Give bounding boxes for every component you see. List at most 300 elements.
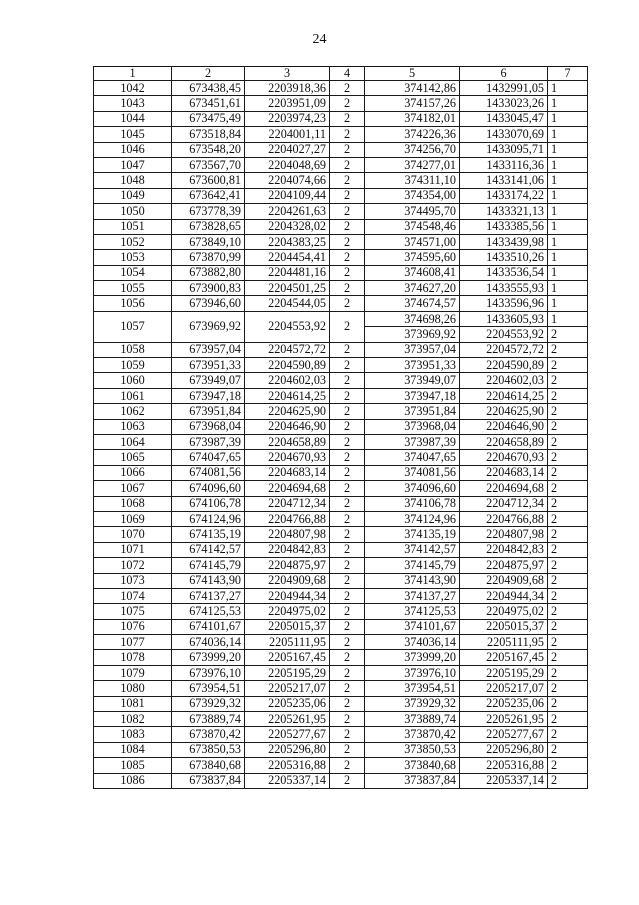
table-cell: 1079 <box>94 665 172 680</box>
table-cell: 673475,49 <box>172 111 245 126</box>
table-cell: 674137,27 <box>172 588 245 603</box>
table-cell: 2 <box>548 742 588 757</box>
table-cell: 1433174,22 <box>460 188 548 203</box>
table-cell: 1053 <box>94 250 172 265</box>
table-cell: 2 <box>548 434 588 449</box>
table-cell: 673518,84 <box>172 127 245 142</box>
table-cell: 1083 <box>94 727 172 742</box>
table-cell: 2205296,80 <box>460 742 548 757</box>
table-cell: 1433596,96 <box>460 296 548 311</box>
table-cell: 2 <box>330 204 365 219</box>
table-cell: 1074 <box>94 588 172 603</box>
table-cell: 373968,04 <box>365 419 460 434</box>
table-cell: 374124,96 <box>365 511 460 526</box>
table-cell: 1433605,93 <box>460 311 548 326</box>
table-cell: 674106,78 <box>172 496 245 511</box>
table-cell: 2204544,05 <box>245 296 330 311</box>
table-cell: 673882,80 <box>172 265 245 280</box>
column-header: 5 <box>365 67 460 81</box>
table-cell: 2205316,88 <box>245 758 330 773</box>
table-cell: 2205235,06 <box>245 696 330 711</box>
table-cell: 2 <box>548 635 588 650</box>
table-cell: 2 <box>548 465 588 480</box>
table-cell: 2 <box>330 573 365 588</box>
table-cell: 373870,42 <box>365 727 460 742</box>
table-cell: 374311,10 <box>365 173 460 188</box>
table-cell: 674036,14 <box>172 635 245 650</box>
table-row <box>94 635 588 650</box>
table-cell: 2 <box>548 712 588 727</box>
table-cell: 1047 <box>94 157 172 172</box>
table-cell: 2204807,98 <box>245 527 330 542</box>
table-row <box>94 388 588 403</box>
table-cell: 673946,60 <box>172 296 245 311</box>
table-cell: 1042 <box>94 81 172 96</box>
table-cell: 1075 <box>94 604 172 619</box>
table-cell: 373929,32 <box>365 696 460 711</box>
table-cell: 673778,39 <box>172 204 245 219</box>
table-row <box>94 742 588 757</box>
table-cell: 1077 <box>94 635 172 650</box>
table-cell: 2 <box>330 142 365 157</box>
table-row <box>94 665 588 680</box>
table-cell: 2 <box>330 511 365 526</box>
table-cell: 374143,90 <box>365 573 460 588</box>
table-cell: 673567,70 <box>172 157 245 172</box>
table-cell: 1063 <box>94 419 172 434</box>
table-cell: 673951,84 <box>172 404 245 419</box>
table-row <box>94 127 588 142</box>
table-cell: 2 <box>330 696 365 711</box>
table-row <box>94 696 588 711</box>
table-cell: 673837,84 <box>172 773 245 788</box>
table-cell: 374142,57 <box>365 542 460 557</box>
table-cell: 373951,84 <box>365 404 460 419</box>
table-cell: 2205235,06 <box>460 696 548 711</box>
table-cell: 2204646,90 <box>460 419 548 434</box>
table-cell: 1433141,06 <box>460 173 548 188</box>
table-cell: 1060 <box>94 373 172 388</box>
table-cell: 1054 <box>94 265 172 280</box>
table-cell: 373969,92 <box>365 327 460 342</box>
table-cell: 673438,45 <box>172 81 245 96</box>
table-cell: 2 <box>330 281 365 296</box>
table-row <box>94 758 588 773</box>
table-cell: 374698,26 <box>365 311 460 326</box>
table-cell: 2 <box>330 773 365 788</box>
table-row <box>94 511 588 526</box>
table-cell: 2205015,37 <box>245 619 330 634</box>
table-cell: 2204590,89 <box>460 358 548 373</box>
table-cell: 673642,41 <box>172 188 245 203</box>
table-cell: 2 <box>548 373 588 388</box>
table-cell: 2204909,68 <box>245 573 330 588</box>
table-cell: 1433070,69 <box>460 127 548 142</box>
table-cell: 1 <box>548 157 588 172</box>
table-cell: 2 <box>548 404 588 419</box>
table-row <box>94 219 588 234</box>
table-row <box>94 142 588 157</box>
table-cell: 373947,18 <box>365 388 460 403</box>
table-cell: 1 <box>548 265 588 280</box>
table-cell: 373840,68 <box>365 758 460 773</box>
table-cell: 2 <box>330 127 365 142</box>
table-cell: 1080 <box>94 681 172 696</box>
table-cell: 2 <box>330 727 365 742</box>
table-cell: 2 <box>330 157 365 172</box>
table-cell: 2 <box>330 311 365 342</box>
table-cell: 374081,56 <box>365 465 460 480</box>
table-cell: 2204658,89 <box>245 434 330 449</box>
table-cell: 674143,90 <box>172 573 245 588</box>
table-cell: 1061 <box>94 388 172 403</box>
table-cell: 373987,39 <box>365 434 460 449</box>
table-cell: 373957,04 <box>365 342 460 357</box>
table-cell: 2204553,92 <box>245 311 330 342</box>
table-cell: 673889,74 <box>172 712 245 727</box>
table-cell: 2204553,92 <box>460 327 548 342</box>
table-cell: 1 <box>548 250 588 265</box>
table-cell: 1086 <box>94 773 172 788</box>
table-row <box>94 204 588 219</box>
table-cell: 2 <box>330 404 365 419</box>
table-cell: 1085 <box>94 758 172 773</box>
table-row <box>94 558 588 573</box>
table-cell: 2204712,34 <box>245 496 330 511</box>
table-cell: 373999,20 <box>365 650 460 665</box>
table-cell: 373951,33 <box>365 358 460 373</box>
table-cell: 1059 <box>94 358 172 373</box>
table-cell: 673900,83 <box>172 281 245 296</box>
table-cell: 673947,18 <box>172 388 245 403</box>
table-cell: 2 <box>330 758 365 773</box>
table-row <box>94 481 588 496</box>
table-cell: 373954,51 <box>365 681 460 696</box>
table-cell: 673870,42 <box>172 727 245 742</box>
table-cell: 1044 <box>94 111 172 126</box>
table-cell: 2 <box>330 250 365 265</box>
coordinates-table <box>93 66 588 789</box>
table-cell: 673548,20 <box>172 142 245 157</box>
table-cell: 373850,53 <box>365 742 460 757</box>
table-cell: 2204694,68 <box>245 481 330 496</box>
table-cell: 2204501,25 <box>245 281 330 296</box>
table-cell: 2 <box>330 96 365 111</box>
table-header-row <box>94 67 588 81</box>
table-cell: 2 <box>548 388 588 403</box>
table-row <box>94 419 588 434</box>
table-cell: 1082 <box>94 712 172 727</box>
table-cell: 2204109,44 <box>245 188 330 203</box>
table-cell: 1433439,98 <box>460 234 548 249</box>
table-cell: 2204383,25 <box>245 234 330 249</box>
table-cell: 2204454,41 <box>245 250 330 265</box>
table-cell: 2 <box>330 665 365 680</box>
table-cell: 2 <box>330 234 365 249</box>
table-body <box>94 67 588 789</box>
table-cell: 2 <box>330 481 365 496</box>
table-cell: 373976,10 <box>365 665 460 680</box>
table-cell: 2 <box>548 327 588 342</box>
table-cell: 2 <box>548 758 588 773</box>
table-cell: 1433095,71 <box>460 142 548 157</box>
table-cell: 1048 <box>94 173 172 188</box>
table-cell: 2 <box>548 588 588 603</box>
table-cell: 1 <box>548 204 588 219</box>
table-cell: 374106,78 <box>365 496 460 511</box>
table-row <box>94 727 588 742</box>
table-cell: 673849,10 <box>172 234 245 249</box>
table-cell: 374256,70 <box>365 142 460 157</box>
table-cell: 374277,01 <box>365 157 460 172</box>
table-cell: 374182,01 <box>365 111 460 126</box>
table-cell: 1432991,05 <box>460 81 548 96</box>
table-cell: 374674,57 <box>365 296 460 311</box>
table-row <box>94 681 588 696</box>
table-cell: 1052 <box>94 234 172 249</box>
table-cell: 1081 <box>94 696 172 711</box>
table-cell: 1067 <box>94 481 172 496</box>
table-cell: 2204975,02 <box>460 604 548 619</box>
table-cell: 2204944,34 <box>245 588 330 603</box>
table-cell: 374125,53 <box>365 604 460 619</box>
table-cell: 2 <box>548 342 588 357</box>
table-cell: 674047,65 <box>172 450 245 465</box>
table-cell: 2 <box>330 342 365 357</box>
table-cell: 673976,10 <box>172 665 245 680</box>
table-row <box>94 588 588 603</box>
table-cell: 673969,92 <box>172 311 245 342</box>
table-cell: 1 <box>548 188 588 203</box>
table-cell: 2 <box>330 527 365 542</box>
table-cell: 1045 <box>94 127 172 142</box>
column-header: 6 <box>460 67 548 81</box>
table-cell: 2204572,72 <box>245 342 330 357</box>
table-cell: 2204766,88 <box>460 511 548 526</box>
table-cell: 2 <box>548 681 588 696</box>
table-cell: 673999,20 <box>172 650 245 665</box>
table-cell: 2204646,90 <box>245 419 330 434</box>
table-cell: 1064 <box>94 434 172 449</box>
table-cell: 2205167,45 <box>460 650 548 665</box>
table-cell: 374096,60 <box>365 481 460 496</box>
table-cell: 1071 <box>94 542 172 557</box>
page-number: 24 <box>312 32 327 47</box>
table-cell: 1 <box>548 311 588 326</box>
table-cell: 2204027,27 <box>245 142 330 157</box>
table-cell: 2 <box>548 558 588 573</box>
table-cell: 374595,60 <box>365 250 460 265</box>
table-row <box>94 358 588 373</box>
table-cell: 374627,20 <box>365 281 460 296</box>
table-row <box>94 265 588 280</box>
column-header: 2 <box>172 67 245 81</box>
column-header: 4 <box>330 67 365 81</box>
table-row <box>94 573 588 588</box>
table-cell: 374047,65 <box>365 450 460 465</box>
table-cell: 374135,19 <box>365 527 460 542</box>
table-cell: 2 <box>330 265 365 280</box>
table-cell: 673451,61 <box>172 96 245 111</box>
table-cell: 2 <box>330 388 365 403</box>
table-cell: 1046 <box>94 142 172 157</box>
table-cell: 2204712,34 <box>460 496 548 511</box>
table-cell: 1 <box>548 281 588 296</box>
table-cell: 2 <box>548 481 588 496</box>
table-cell: 373837,84 <box>365 773 460 788</box>
table-cell: 1062 <box>94 404 172 419</box>
table-row <box>94 650 588 665</box>
table-row <box>94 496 588 511</box>
table-cell: 673987,39 <box>172 434 245 449</box>
table-cell: 374137,27 <box>365 588 460 603</box>
table-cell: 2 <box>330 296 365 311</box>
table-cell: 2204261,63 <box>245 204 330 219</box>
table-cell: 674145,79 <box>172 558 245 573</box>
table-cell: 673968,04 <box>172 419 245 434</box>
table-cell: 2204625,90 <box>460 404 548 419</box>
table-cell: 1070 <box>94 527 172 542</box>
table-cell: 2204001,11 <box>245 127 330 142</box>
table-cell: 2205261,95 <box>245 712 330 727</box>
table-row <box>94 373 588 388</box>
table-cell: 2 <box>330 619 365 634</box>
table-cell: 2204614,25 <box>460 388 548 403</box>
table-cell: 2205195,29 <box>460 665 548 680</box>
table-cell: 674101,67 <box>172 619 245 634</box>
table-cell: 1433116,36 <box>460 157 548 172</box>
table-cell: 2 <box>548 496 588 511</box>
table-cell: 1051 <box>94 219 172 234</box>
table-cell: 2204590,89 <box>245 358 330 373</box>
table-cell: 2 <box>548 619 588 634</box>
table-cell: 374157,26 <box>365 96 460 111</box>
table-cell: 2205337,14 <box>245 773 330 788</box>
table-cell: 1 <box>548 111 588 126</box>
table-cell: 2 <box>548 511 588 526</box>
table-row <box>94 404 588 419</box>
table-cell: 2 <box>330 588 365 603</box>
table-row <box>94 712 588 727</box>
table-row <box>94 234 588 249</box>
table-cell: 1084 <box>94 742 172 757</box>
table-row <box>94 81 588 96</box>
table-cell: 374226,36 <box>365 127 460 142</box>
table-cell: 673870,99 <box>172 250 245 265</box>
table-cell: 2204842,83 <box>245 542 330 557</box>
table-cell: 1433555,93 <box>460 281 548 296</box>
table-cell: 374145,79 <box>365 558 460 573</box>
table-cell: 2204670,93 <box>460 450 548 465</box>
table-cell: 2 <box>548 358 588 373</box>
table-cell: 2 <box>330 496 365 511</box>
table-cell: 1056 <box>94 296 172 311</box>
table-cell: 2204766,88 <box>245 511 330 526</box>
table-cell: 1433045,47 <box>460 111 548 126</box>
table-cell: 2204625,90 <box>245 404 330 419</box>
table-cell: 2 <box>330 434 365 449</box>
table-cell: 2204614,25 <box>245 388 330 403</box>
table-cell: 2205261,95 <box>460 712 548 727</box>
table-cell: 374608,41 <box>365 265 460 280</box>
table-cell: 2205277,67 <box>460 727 548 742</box>
table-cell: 2 <box>330 604 365 619</box>
table-row <box>94 542 588 557</box>
table-cell: 1433023,26 <box>460 96 548 111</box>
table-cell: 1066 <box>94 465 172 480</box>
table-row <box>94 434 588 449</box>
table-cell: 674081,56 <box>172 465 245 480</box>
table-cell: 374036,14 <box>365 635 460 650</box>
column-header: 3 <box>245 67 330 81</box>
table-cell: 2 <box>330 465 365 480</box>
table-cell: 2204328,02 <box>245 219 330 234</box>
table-cell: 1 <box>548 173 588 188</box>
table-cell: 1 <box>548 81 588 96</box>
table-cell: 1043 <box>94 96 172 111</box>
table-cell: 2205217,07 <box>245 681 330 696</box>
table-cell: 2 <box>548 419 588 434</box>
table-cell: 2 <box>330 373 365 388</box>
table-row <box>94 96 588 111</box>
table-cell: 2203974,23 <box>245 111 330 126</box>
table-cell: 2 <box>548 450 588 465</box>
table-cell: 673954,51 <box>172 681 245 696</box>
table-cell: 1433385,56 <box>460 219 548 234</box>
table-cell: 2205195,29 <box>245 665 330 680</box>
table-cell: 1068 <box>94 496 172 511</box>
table-cell: 2204875,97 <box>245 558 330 573</box>
table-cell: 2 <box>548 773 588 788</box>
table-cell: 1073 <box>94 573 172 588</box>
table-cell: 2204694,68 <box>460 481 548 496</box>
table-row <box>94 465 588 480</box>
table-cell: 2 <box>548 604 588 619</box>
table-cell: 2 <box>548 542 588 557</box>
table-cell: 2204602,03 <box>460 373 548 388</box>
table-cell: 674124,96 <box>172 511 245 526</box>
table-cell: 2 <box>548 573 588 588</box>
table-cell: 2205111,95 <box>245 635 330 650</box>
table-cell: 1 <box>548 127 588 142</box>
table-cell: 1 <box>548 219 588 234</box>
table-row <box>94 450 588 465</box>
table-cell: 2 <box>330 173 365 188</box>
table-cell: 2 <box>330 188 365 203</box>
table-cell: 2203918,36 <box>245 81 330 96</box>
table-cell: 2 <box>548 696 588 711</box>
table-cell: 1072 <box>94 558 172 573</box>
table-cell: 2205015,37 <box>460 619 548 634</box>
table-cell: 1433510,26 <box>460 250 548 265</box>
table-cell: 673929,32 <box>172 696 245 711</box>
table-cell: 2204658,89 <box>460 434 548 449</box>
column-header: 7 <box>548 67 588 81</box>
table-cell: 674135,19 <box>172 527 245 542</box>
table-cell: 374101,67 <box>365 619 460 634</box>
table-cell: 673957,04 <box>172 342 245 357</box>
table-row <box>94 173 588 188</box>
table-cell: 1057 <box>94 311 172 342</box>
table-cell: 2205111,95 <box>460 635 548 650</box>
table-row-split <box>94 311 588 326</box>
table-cell: 374548,46 <box>365 219 460 234</box>
table-cell: 2205337,14 <box>460 773 548 788</box>
table-cell: 374142,86 <box>365 81 460 96</box>
table-cell: 673828,65 <box>172 219 245 234</box>
table-cell: 374354,00 <box>365 188 460 203</box>
table-row <box>94 604 588 619</box>
